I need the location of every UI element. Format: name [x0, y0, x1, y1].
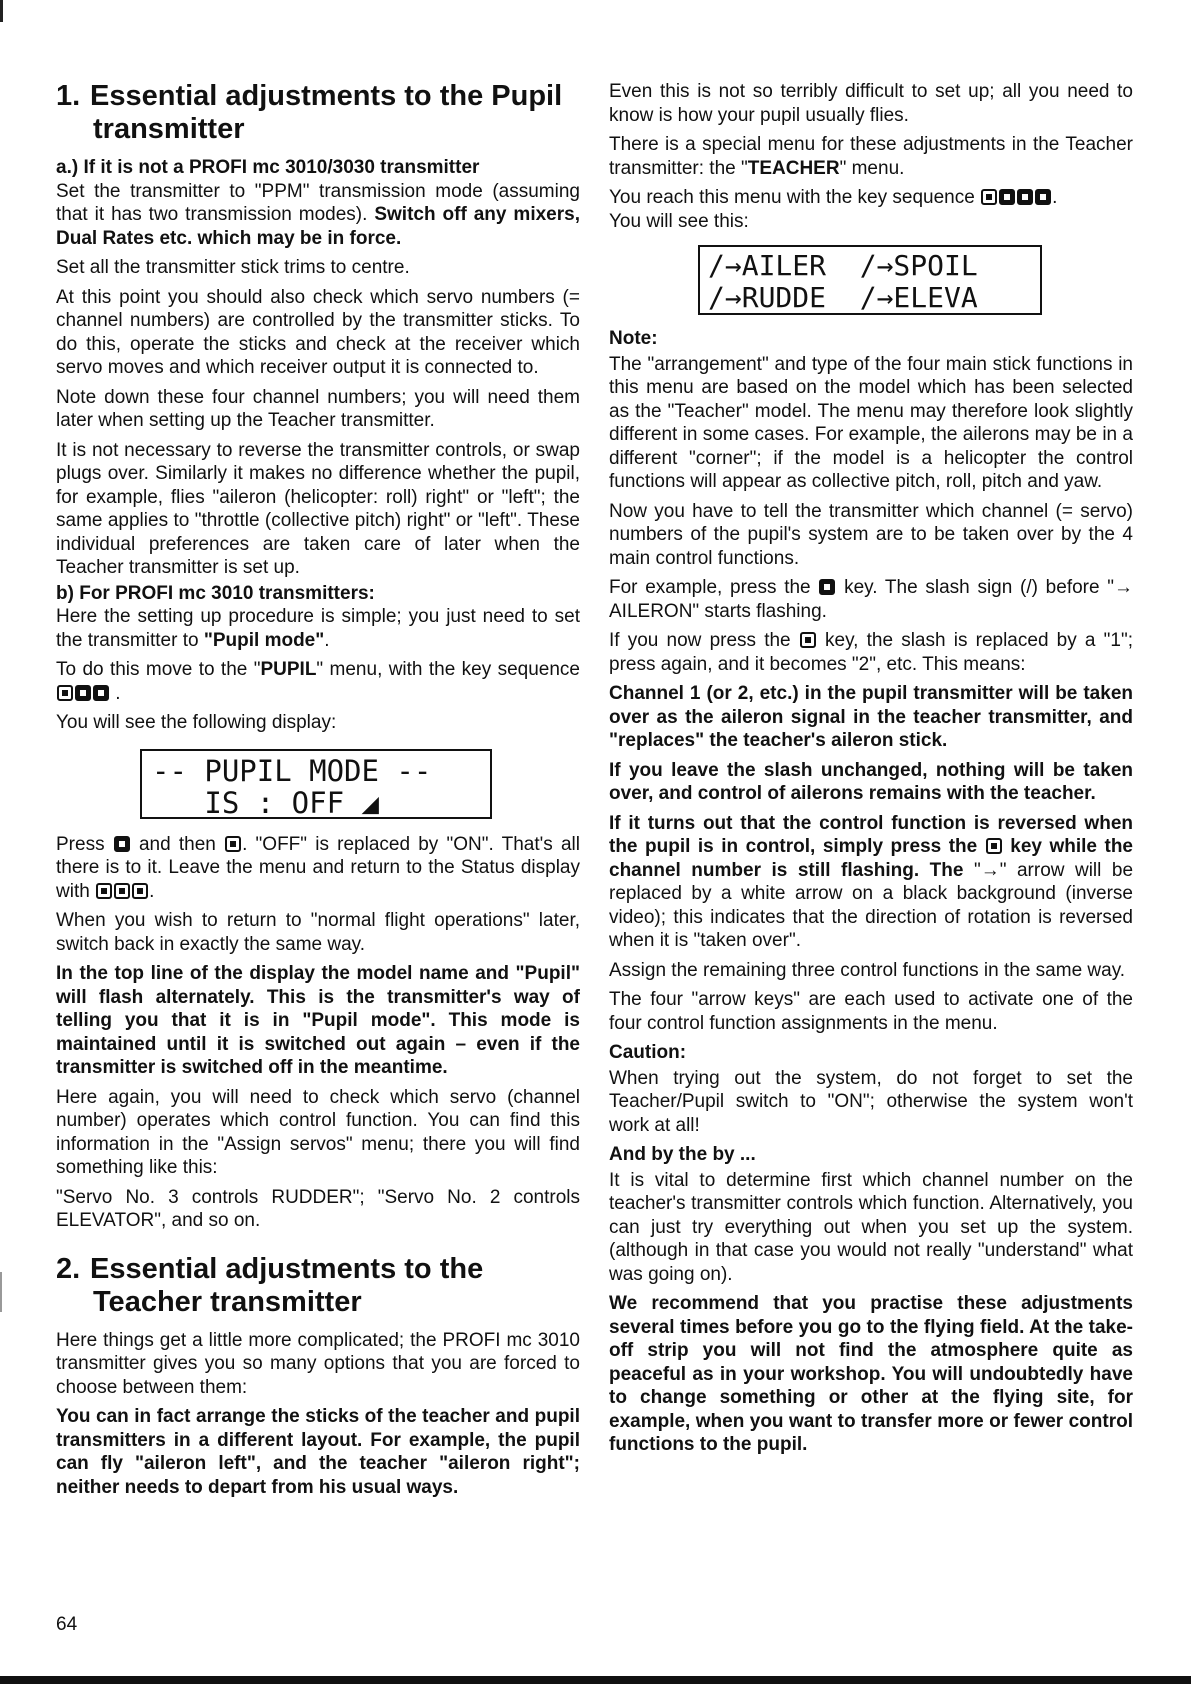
paragraph: Channel 1 (or 2, etc.) in the pupil transmitter will be taken over as the aileron signal in the teacher transmitter, and "replaces" the teacher's aileron stick.: [609, 683, 1133, 751]
paragraph: The "arrangement" and type of the four main stick functions in this menu are based on the model which has been selected as the "Teacher" model. The menu may therefore look slightly different in some cases. For example, the ailerons may be in a different "corner"; if the model is a helicopter the control functions will appear as collective pitch, roll, pitch and yaw.: [609, 353, 1133, 492]
paragraph: You reach this menu with the key sequence . You will see this:: [609, 187, 1058, 232]
paragraph: In the top line of the display the model name and "Pupil" will flash alternately. This is the transmitter's way of telling you that it is in "Pupil mode". This mode is maintained until it is switched out again – even if the transmitter is switched off in the meantime.: [56, 963, 580, 1078]
pupil-mode-lcd-display: -- PUPIL MODE -- IS : OFF ◢: [140, 749, 492, 819]
paragraph: You will see the following display:: [56, 712, 337, 733]
up-arrow-key-icon: [1017, 189, 1033, 205]
plus-key-icon: [800, 632, 816, 648]
subheading-a: a.) If it is not a PROFI mc 3010/3030 transmitter: [56, 157, 480, 178]
menu-key-icon: [57, 685, 73, 701]
paragraph: Even this is not so terribly difficult to set up; all you need to know is how your pupil usually flies.: [609, 81, 1133, 126]
menu-key-icon: [96, 883, 112, 899]
r-key-icon: [986, 838, 1002, 854]
down-arrow-key-icon: [93, 685, 109, 701]
section-1-heading: 1. Essential adjustments to the Pupil transmitter: [56, 80, 563, 145]
scan-bottom-edge: [0, 1676, 1191, 1684]
paragraph: If you leave the slash unchanged, nothing will be taken over, and control of ailerons remains with the teacher.: [609, 759, 1133, 804]
paragraph: We recommend that you practise these adjustments several times before you go to the flying field. At the take-off strip you will not find the atmosphere quite as peaceful as in your workshop. You will undoubtedly have to change something or other at the flying site, for example, when you want to transfer more or fewer control functions to the pupil.: [609, 1293, 1133, 1455]
paragraph: It is not necessary to reverse the transmitter controls, or swap plugs over. Similarly it makes no difference whether the pupil, for example, flies "aileron (helicopter: roll) right" or "left"; the same applies to "throttle (collective pitch) right" or "left". These individual preferences are taken care of later when the Teacher transmitter is set up.: [56, 439, 580, 578]
left-column: [56, 80, 580, 1505]
paragraph: To do this move to the "PUPIL" menu, with the key sequence .: [56, 659, 580, 704]
paragraph: Here again, you will need to check which servo (channel number) operates which control function. You can find this information in the "Assign servos" menu; there you will find something like this:: [56, 1086, 580, 1178]
paragraph: Set all the transmitter stick trims to centre.: [56, 257, 410, 278]
section-2-heading: 2. Essential adjustments to the Teacher transmitter: [56, 1252, 484, 1318]
right-column: [609, 80, 1133, 1463]
left-arrow-key-icon: [999, 189, 1015, 205]
page-number: 64: [56, 1614, 78, 1635]
left-arrow-key-icon: [114, 836, 130, 852]
paragraph: If it turns out that the control function is reversed when the pupil is in control, simply press the key while the channel number is still flashing. The "→" arrow will be replaced by a white arrow on a black background (inverse video); this indicates that the direction of rotation is reversed when it is "taken over".: [609, 812, 1134, 951]
paragraph: Here the setting up procedure is simple; you just need to set the transmitter to "Pupil mode".: [56, 606, 580, 651]
left-arrow-key-icon: [75, 685, 91, 701]
paragraph: At this point you should also check which servo numbers (= channel numbers) are controlled by the transmitter sticks. To do this, operate the sticks and check at the receiver which servo moves and which receiver output it is connected to.: [56, 286, 580, 378]
paragraph: For example, press the key. The slash sign (/) before "→ AILERON" starts flashing.: [609, 577, 1134, 622]
paragraph: Note down these four channel numbers; you will need them later when setting up the Teacher transmitter.: [56, 386, 580, 431]
r-key-icon: [225, 836, 241, 852]
paragraph: When you wish to return to "normal flight operations" later, switch back in exactly the same way.: [56, 910, 580, 955]
menu-key-icon: [981, 189, 997, 205]
paragraph: Assign the remaining three control functions in the same way.: [609, 959, 1126, 981]
paragraph: There is a special menu for these adjustments in the Teacher transmitter: the "TEACHER" menu.: [609, 134, 1133, 179]
paragraph: When trying out the system, do not forget to set the Teacher/Pupil switch to "ON"; otherwise the system won't work at all!: [609, 1067, 1133, 1136]
teacher-menu-lcd-display: ∕→AILER ∕→SPOIL ∕→RUDDE ∕→ELEVA: [698, 245, 1042, 315]
menu-key-icon: [114, 883, 130, 899]
caution-label: Caution:: [609, 1042, 687, 1063]
paragraph: It is vital to determine first which channel number on the teacher's transmitter controls which function. Alternatively, you can just try everything out when you set up the system. (although in that case you would not really "understand" what was going on).: [609, 1169, 1133, 1285]
paragraph: You can in fact arrange the sticks of the teacher and pupil transmitters in a different layout. For example, the pupil can fly "aileron left", and the teacher "aileron right"; neither needs to depart from his usual ways.: [56, 1406, 580, 1498]
down-arrow-key-icon: [819, 579, 835, 595]
paragraph: Press and then . "OFF" is replaced by "ON". That's all there is to it. Leave the menu and return to the Status display with .: [56, 833, 580, 902]
paragraph: Set the transmitter to "PPM" transmission mode (assuming that it has two transmission modes). Switch off any mixers, Dual Rates etc. which may be in force.: [56, 180, 580, 249]
scan-edge-mark: [0, 0, 3, 22]
paragraph: "Servo No. 3 controls RUDDER"; "Servo No. 2 controls ELEVATOR", and so on.: [56, 1186, 580, 1231]
scan-edge-mark-lower: [0, 1272, 2, 1312]
subheading-b: b) For PROFI mc 3010 transmitters:: [56, 582, 375, 604]
by-the-by-label: And by the by ...: [609, 1144, 756, 1165]
note-label: Note:: [609, 328, 658, 349]
paragraph: Here things get a little more complicated; the PROFI mc 3010 transmitter gives you so many options that you are forced to choose between them:: [56, 1329, 580, 1398]
right-arrow-key-icon: [1035, 189, 1051, 205]
paragraph: Now you have to tell the transmitter which channel (= servo) numbers of the pupil's system are to be taken over by the 4 main control functions.: [609, 500, 1133, 569]
paragraph: If you now press the key, the slash is replaced by a "1"; press again, and it becomes "2", etc. This means:: [609, 630, 1134, 675]
menu-key-icon: [132, 883, 148, 899]
paragraph: The four "arrow keys" are each used to activate one of the four control function assignments in the menu.: [609, 989, 1133, 1034]
